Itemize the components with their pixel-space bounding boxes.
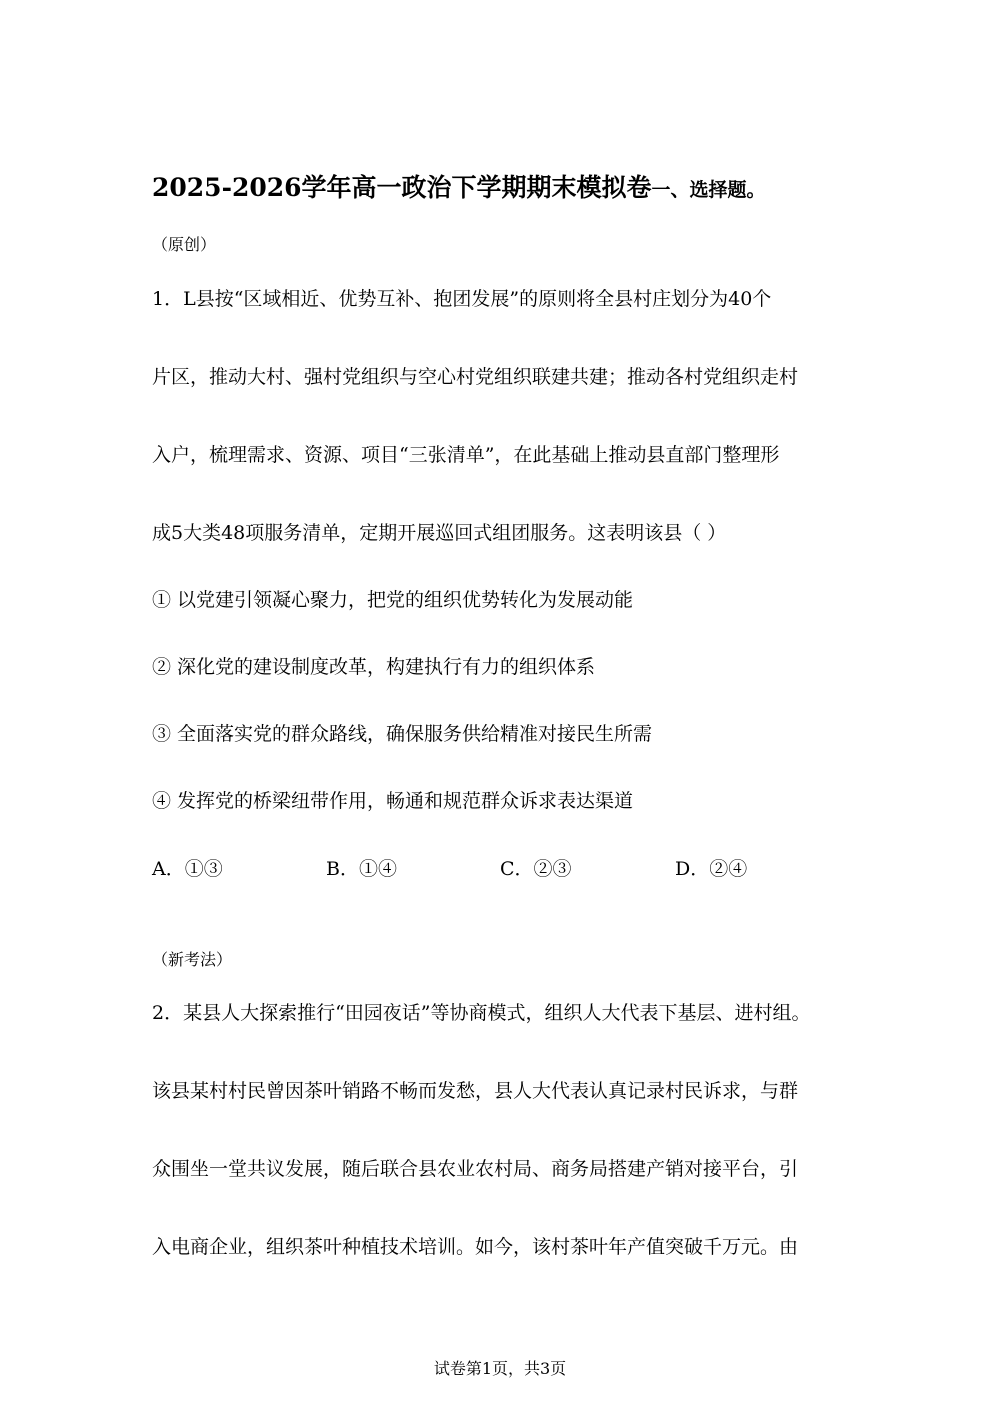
question-2-stem-line: 该县某村村民曾因茶叶销路不畅而发愁，县人大代表认真记录村民诉求，与群 (152, 1080, 799, 1102)
page-footer: 试卷第1页，共3页 (433, 1359, 567, 1378)
exam-title: 2025-2026学年高一政治下学期期末模拟卷 (152, 173, 652, 202)
question-2-tag: （新考法） (152, 950, 233, 969)
question-1-option-a: A．①③ (152, 858, 223, 880)
question-2-stem-line: 众围坐一堂共议发展，随后联合县农业农村局、商务局搭建产销对接平台，引 (152, 1158, 799, 1180)
question-1-statement-3: ③ 全面落实党的群众路线，确保服务供给精准对接民生所需 (152, 723, 653, 745)
question-1-stem-line: 成5大类48项服务清单，定期开展巡回式组团服务。这表明该县（ ） (152, 522, 727, 544)
question-1-option-d: D．②④ (675, 858, 748, 880)
question-1-statement-2: ② 深化党的建设制度改革，构建执行有力的组织体系 (152, 656, 596, 678)
question-1-stem-line: 1．L县按“区域相近、优势互补、抱团发展”的原则将全县村庄划分为40个 (152, 288, 772, 310)
section-heading: 一、选择题。 (651, 179, 766, 201)
question-1-tag: （原创） (152, 235, 217, 254)
question-1-statement-1: ① 以党建引领凝心聚力，把党的组织优势转化为发展动能 (152, 589, 634, 611)
question-2-stem-line: 入电商企业，组织茶叶种植技术培训。如今，该村茶叶年产值突破千万元。由 (152, 1236, 799, 1258)
question-1-option-b: B．①④ (326, 858, 397, 880)
page-title (152, 168, 766, 204)
question-2-stem-line: 2．某县人大探索推行“田园夜话”等协商模式，组织人大代表下基层、进村组。 (152, 1002, 811, 1024)
question-1-statement-4: ④ 发挥党的桥梁纽带作用，畅通和规范群众诉求表达渠道 (152, 790, 634, 812)
question-1-option-c: C．②③ (500, 858, 572, 880)
question-1-stem-line: 片区，推动大村、强村党组织与空心村党组织联建共建；推动各村党组织走村 (152, 366, 799, 388)
question-1-stem-line: 入户，梳理需求、资源、项目“三张清单”，在此基础上推动县直部门整理形 (152, 444, 780, 466)
